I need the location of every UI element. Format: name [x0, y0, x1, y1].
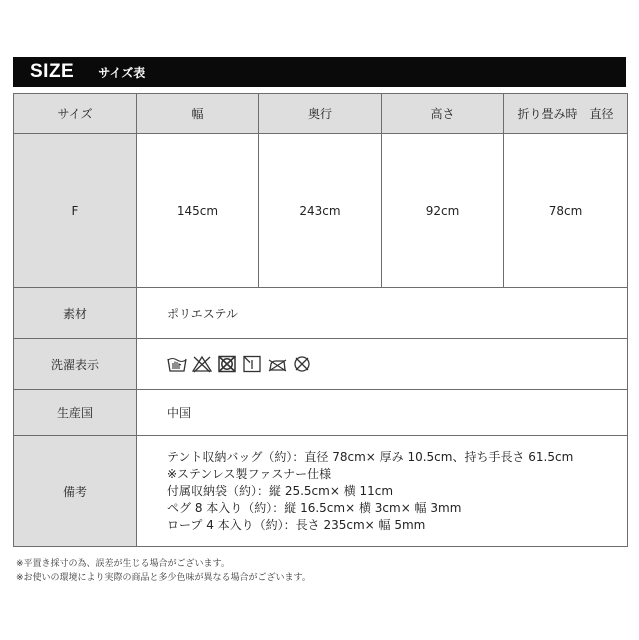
material-label: 素材: [14, 288, 137, 339]
remarks-cell: [137, 436, 628, 547]
footnotes: [16, 557, 311, 585]
size-row: [14, 134, 628, 288]
remark-line: ペグ 8 本入り（約）：縦 16.5cm× 横 3cm× 幅 3mm: [167, 500, 462, 515]
size-header-bar: [13, 57, 626, 87]
care-row: [14, 339, 628, 390]
line-dry-shade-icon: [242, 355, 262, 373]
origin-row: [14, 390, 628, 436]
depth-value: 243cm: [259, 134, 382, 288]
care-icons: [167, 354, 627, 374]
size-subtitle: サイズ表: [98, 65, 146, 80]
remark-line: ※ステンレス製ファスナー仕様: [167, 466, 332, 481]
no-dry-clean-icon: [292, 355, 312, 373]
no-tumble-dry-icon: [217, 355, 237, 373]
diameter-value: 78cm: [504, 134, 628, 288]
remark-line: 付属収納袋（約）：縦 25.5cm× 横 11cm: [167, 483, 394, 498]
column-header-depth: 奥行: [259, 94, 382, 134]
column-header-height: 高さ: [382, 94, 504, 134]
material-row: [14, 288, 628, 339]
no-iron-icon: [267, 355, 287, 373]
remark-line: ロープ 4 本入り（約）：長さ 235cm× 幅 5mm: [167, 517, 426, 532]
column-header-size: サイズ: [14, 94, 137, 134]
hand-wash-icon: [167, 355, 187, 373]
no-bleach-icon: [192, 355, 212, 373]
remarks-row: [14, 436, 628, 547]
origin-label: 生産国: [14, 390, 137, 436]
size-label: F: [14, 134, 137, 288]
column-header-folded-diameter: 折り畳み時 直径: [504, 94, 628, 134]
origin-value: 中国: [137, 390, 628, 436]
height-value: 92cm: [382, 134, 504, 288]
material-value: ポリエステル: [137, 288, 628, 339]
width-value: 145cm: [137, 134, 259, 288]
care-label: 洗濯表示: [14, 339, 137, 390]
table-header-row: [14, 94, 628, 134]
size-title: SIZE: [30, 61, 75, 82]
care-icons-cell: [137, 339, 628, 390]
footnote-measurement: ※平置き採寸の為、誤差が生じる場合がございます。: [16, 559, 230, 569]
column-header-width: 幅: [137, 94, 259, 134]
footnote-color: ※お使いの環境により実際の商品と多少色味が異なる場合がございます。: [16, 573, 311, 583]
remarks-label: 備考: [14, 436, 137, 547]
remark-line: テント収納バッグ（約）：直径 78cm× 厚み 10.5cm、持ち手長さ 61.5cm: [167, 449, 574, 464]
size-table: [13, 93, 628, 547]
